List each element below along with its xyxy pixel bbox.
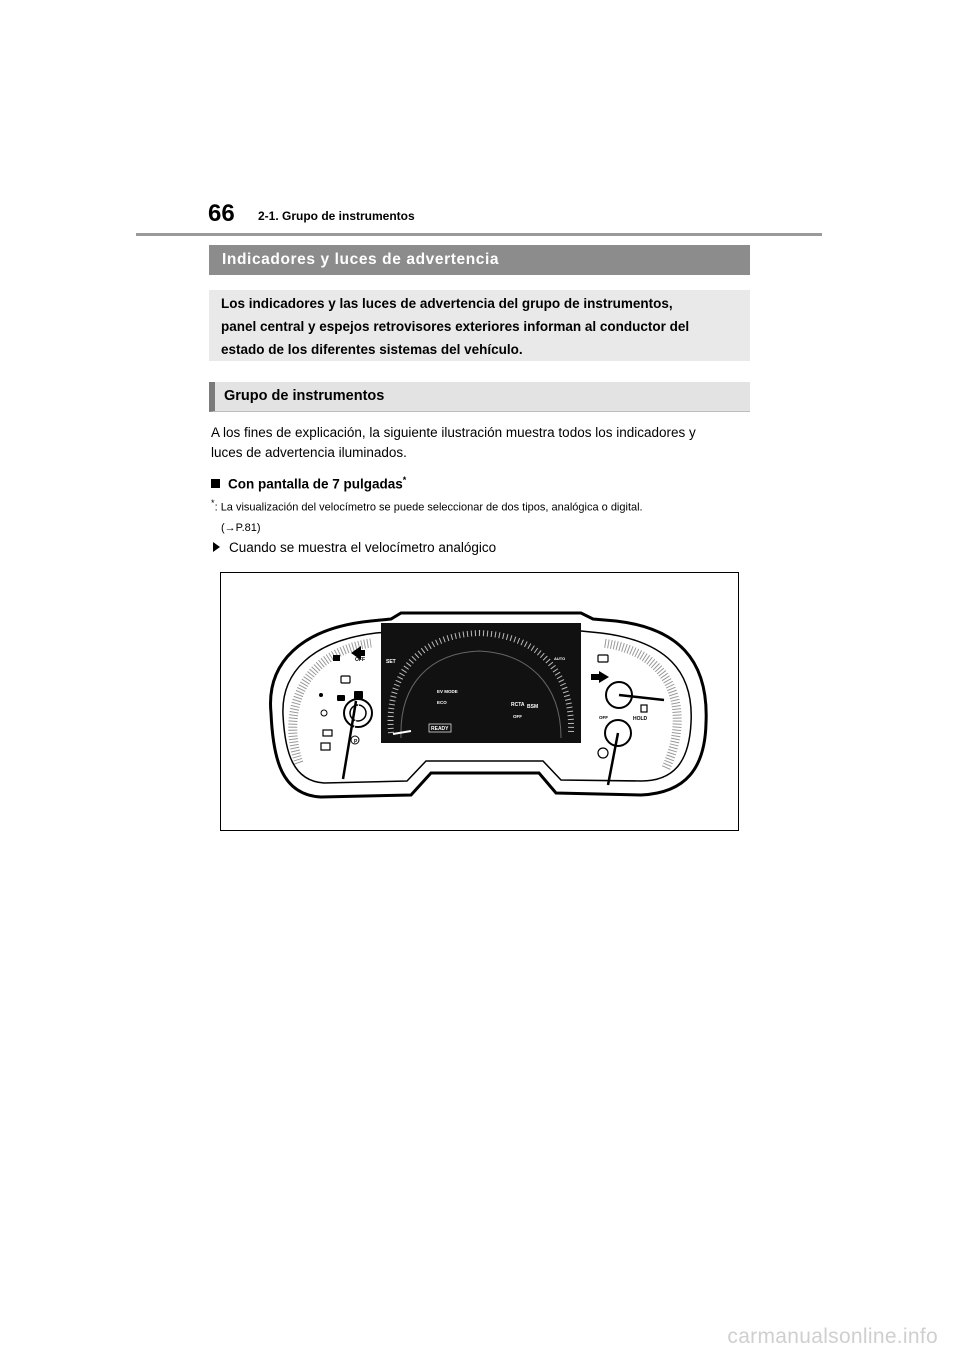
page-number: 66 [208, 200, 235, 227]
bsm-label: BSM [527, 704, 539, 710]
instrument-cluster-figure [220, 572, 739, 831]
hold-label: HOLD [633, 716, 648, 722]
triangle-bullet-icon [213, 542, 220, 552]
footnote-mark: * [211, 498, 215, 508]
park-label: P [354, 739, 358, 745]
watermark: carmanualsonline.info [727, 1325, 938, 1348]
rcta-label: RCTA [511, 702, 525, 708]
off-left-label: OFF [355, 657, 365, 663]
intro-line: panel central y espejos retrovisores exteriores informan al conductor del [221, 319, 690, 334]
paragraph-line: A los fines de explicación, la siguiente ilustración muestra todos los indicadores y [211, 425, 696, 440]
bullet-text: Cuando se muestra el velocímetro analógico [229, 540, 497, 555]
header-rule [136, 233, 822, 236]
paragraph-line: luces de advertencia iluminados. [211, 445, 407, 460]
asterisk-mark: * [402, 475, 407, 485]
footnote [211, 493, 643, 538]
ready-label: READY [431, 726, 449, 732]
set-label: SET [386, 659, 396, 665]
intro-box [209, 290, 750, 361]
off-mid-label: OFF [513, 714, 522, 719]
subsection-title: Grupo de instrumentos [209, 382, 750, 412]
bullet-item [213, 540, 496, 555]
body-paragraph [211, 423, 751, 463]
sub-heading-text: Con pantalla de 7 pulgadas [228, 476, 403, 492]
footnote-text: : La visualización del velocímetro se puede seleccionar de dos tipos, analógica o digital. [214, 501, 643, 514]
off-right-label: OFF [599, 715, 608, 720]
auto-label: AUTO [554, 656, 566, 661]
page-reference: (→P.81) [221, 521, 261, 534]
instrument-cluster-illustration [221, 573, 738, 830]
section-title: Indicadores y luces de advertencia [209, 245, 750, 275]
eco-label: ECO [437, 700, 447, 705]
intro-line: Los indicadores y las luces de advertencia del grupo de instrumentos, [221, 296, 673, 311]
square-bullet-icon [211, 479, 220, 488]
intro-line: estado de los diferentes sistemas del vehículo. [221, 342, 523, 357]
sub-heading [211, 475, 406, 492]
ev-mode-label: EV MODE [437, 689, 458, 694]
chapter-title: 2-1. Grupo de instrumentos [258, 209, 415, 223]
